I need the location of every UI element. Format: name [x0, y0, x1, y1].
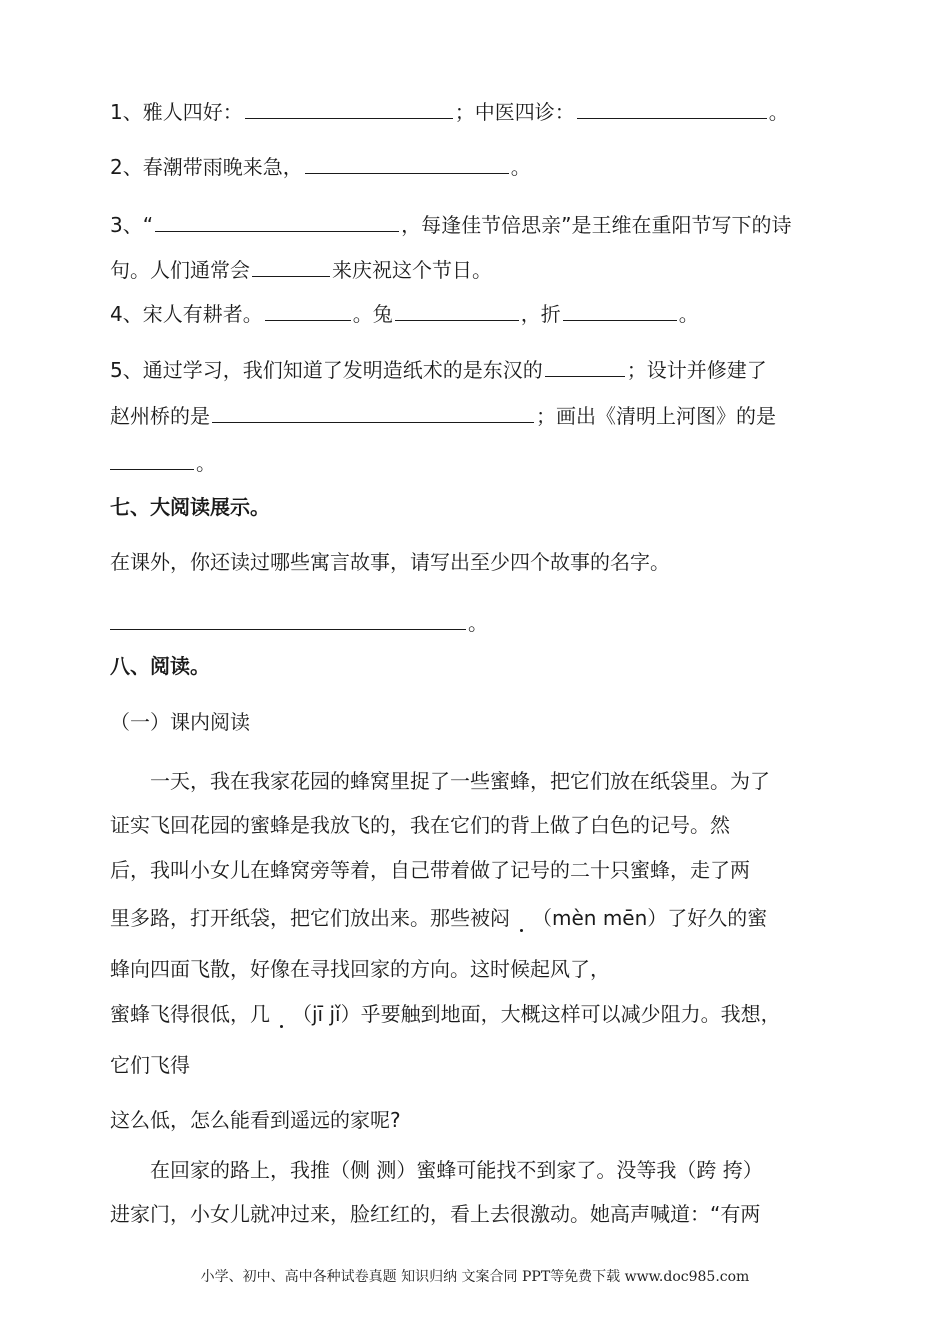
passage-line-1: 一天，我在我家花园的蜂窝里捉了一些蜜蜂，把它们放在纸袋里。为了	[150, 769, 770, 793]
q5-end: 。	[196, 451, 216, 475]
q1-blank-2[interactable]	[577, 98, 767, 119]
section-7-answer	[110, 609, 850, 637]
section-7-prompt: 在课外，你还读过哪些寓言故事，请写出至少四个故事的名字。	[110, 550, 670, 574]
q1-blank-1[interactable]	[245, 98, 453, 119]
passage-l4-text-b: （mèn mēn）了好久的蜜	[532, 906, 768, 930]
passage-line-3: 后，我叫小女儿在蜂窝旁等着，自己带着做了记号的二十只蜜蜂，走了两	[110, 858, 750, 882]
q2-blank-1[interactable]	[305, 153, 509, 174]
question-3-cont	[110, 256, 850, 284]
q3-text-b: ，每逢佳节倍思亲”是王维在重阳节写下的诗	[401, 213, 792, 237]
passage-l6-text-a: 蜜蜂飞得很低，几	[110, 1002, 270, 1026]
q4-blank-1[interactable]	[265, 300, 351, 321]
q3-text-c: 句。人们通常会	[110, 258, 250, 282]
question-2	[110, 153, 850, 181]
q4-end: 。	[678, 302, 699, 326]
q2-text-a: 2、春潮带雨晚来急，	[110, 155, 303, 179]
q5-blank-2[interactable]	[212, 402, 534, 423]
question-5-cont-2	[110, 449, 850, 477]
q1-end: 。	[768, 100, 789, 124]
q5-text-c: 赵州桥的是	[110, 404, 210, 428]
q1-text-a: 1、雅人四好：	[110, 100, 243, 124]
q5-text-d: ；画出《清明上河图》的是	[536, 404, 776, 428]
section-8-title: 八、阅读。	[110, 654, 210, 678]
question-1	[110, 98, 850, 126]
sec7-end: 。	[468, 611, 488, 635]
passage-line-7: 它们飞得	[110, 1053, 190, 1077]
question-5-cont	[110, 402, 850, 430]
q3-text-a: 3、“	[110, 213, 154, 237]
q5-blank-1[interactable]	[545, 356, 625, 377]
question-3	[110, 211, 850, 239]
passage-line-10: 进家门，小女儿就冲过来，脸红红的，看上去很激动。她高声喊道：“有两	[110, 1202, 761, 1226]
q1-text-b: ；中医四诊：	[454, 100, 575, 124]
passage-line-5: 蜂向四面飞散，好像在寻找回家的方向。这时候起风了，	[110, 957, 610, 981]
passage-l6-text-b: （jī jǐ）乎要触到地面，大概这样可以减少阻力。我想，	[292, 1002, 781, 1026]
sec7-blank[interactable]	[110, 609, 466, 630]
passage-line-8: 这么低，怎么能看到遥远的家呢?	[110, 1108, 401, 1132]
q2-end: 。	[510, 155, 531, 179]
section-7-title: 七、大阅读展示。	[110, 495, 270, 519]
footer: 小学、初中、高中各种试卷真题 知识归纳 文案合同 PPT等免费下载 www.doc985.com	[200, 1269, 750, 1285]
passage-line-9: 在回家的路上，我推（侧 测）蜜蜂可能找不到家了。没等我（跨 挎）	[150, 1158, 763, 1182]
q5-blank-3[interactable]	[110, 449, 194, 470]
q4-text-a: 4、宋人有耕者。	[110, 302, 263, 326]
q4-text-b: 。兔	[352, 302, 393, 326]
q4-blank-2[interactable]	[395, 300, 519, 321]
section-8-subtitle: （一）课内阅读	[110, 710, 250, 734]
question-4	[110, 300, 850, 328]
q3-blank-2[interactable]	[252, 256, 330, 277]
q4-blank-3[interactable]	[563, 300, 677, 321]
passage-line-4	[110, 904, 850, 932]
q4-text-c: ，折	[520, 302, 561, 326]
q3-blank-1[interactable]	[155, 211, 399, 232]
passage-l4-text-a: 里多路，打开纸袋，把它们放出来。那些被闷	[110, 906, 510, 930]
q5-text-a: 5、通过学习，我们知道了发明造纸术的是东汉的	[110, 358, 543, 382]
q3-text-d: 来庆祝这个节日。	[332, 258, 492, 282]
passage-line-6	[110, 1000, 850, 1028]
question-5	[110, 356, 850, 384]
passage-line-2: 证实飞回花园的蜜蜂是我放飞的，我在它们的背上做了白色的记号。然	[110, 813, 730, 837]
q5-text-b: ；设计并修建了	[626, 358, 767, 382]
